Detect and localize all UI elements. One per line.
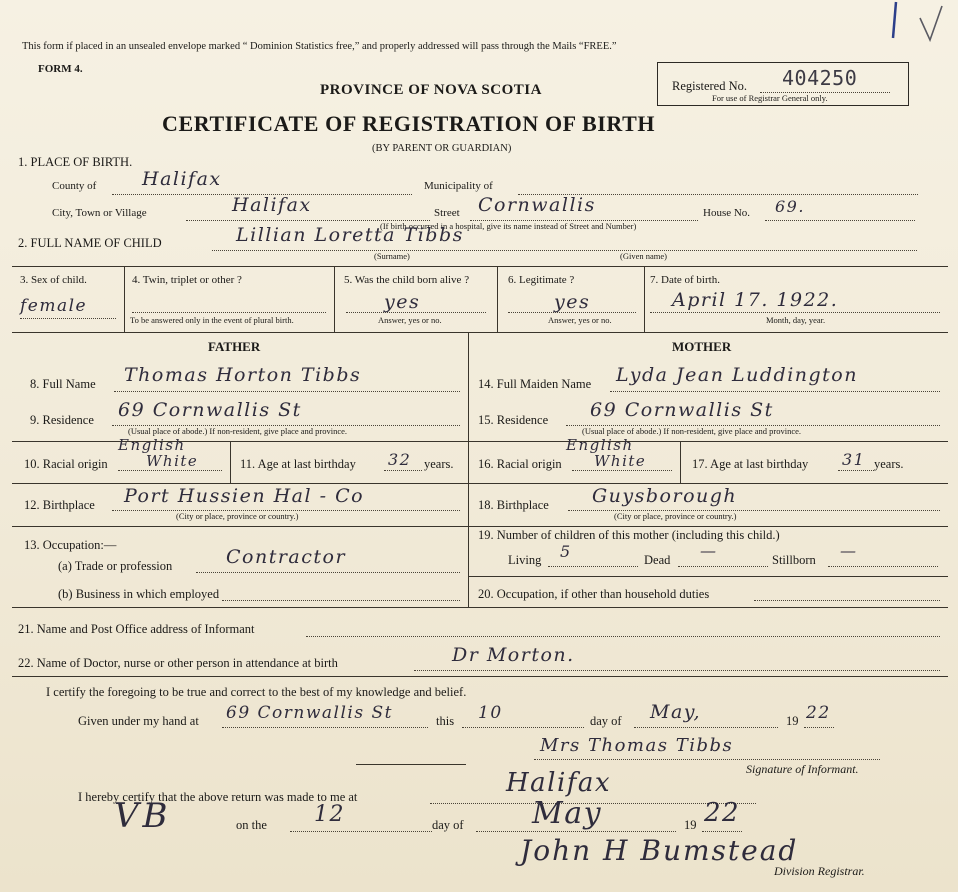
registrar-day-of-label: day of: [432, 818, 464, 832]
surname-note: (Surname): [374, 251, 410, 261]
stillborn-label: Stillborn: [772, 553, 816, 567]
father-occupation-label: 13. Occupation:—: [24, 538, 117, 552]
on-the-label: on the: [236, 818, 267, 832]
mother-race-label: 16. Racial origin: [478, 457, 562, 471]
house-label: House No.: [703, 207, 751, 219]
dead-value: —: [700, 541, 718, 560]
alive-label: 5. Was the child born alive ?: [344, 274, 470, 286]
mother-race-value: White: [594, 452, 647, 470]
informant-year-prefix: 19: [786, 714, 799, 728]
mother-age-label: 17. Age at last birthday: [692, 457, 809, 471]
father-name-value: Thomas Horton Tibbs: [124, 364, 362, 386]
registrar-year-value: 22: [704, 798, 741, 828]
child-name-label: 2. FULL NAME OF CHILD: [18, 236, 162, 250]
dob-label: 7. Date of birth.: [650, 274, 720, 286]
city-label: City, Town or Village: [52, 207, 147, 219]
mother-years: years.: [874, 457, 904, 471]
doctor-value: Dr Morton.: [452, 644, 575, 666]
informant-month-value: May,: [650, 701, 702, 723]
informant-day-value: 10: [478, 703, 503, 723]
informant-year-value: 22: [806, 703, 831, 723]
living-label: Living: [508, 553, 542, 567]
mother-residence-label: 15. Residence: [478, 413, 549, 427]
alive-value: yes: [384, 291, 421, 313]
registrar-certify-text: I hereby certify that the above return was made to me at: [78, 790, 358, 804]
given-label: Given under my hand at: [78, 714, 199, 728]
mother-residence-note: (Usual place of abode.) If non-resident, give place and province.: [582, 426, 802, 436]
father-race-value: White: [146, 452, 199, 470]
father-residence-value: 69 Cornwallis St: [118, 399, 302, 421]
father-years: years.: [424, 457, 454, 471]
place-of-birth-label: 1. PLACE OF BIRTH.: [18, 155, 133, 169]
father-heading: FATHER: [208, 339, 261, 354]
street-value: Cornwallis: [478, 194, 596, 216]
mother-race-value2: English: [566, 436, 634, 454]
father-trade-value: Contractor: [226, 546, 347, 568]
street-label: Street: [434, 207, 460, 219]
mother-name-label: 14. Full Maiden Name: [478, 377, 592, 391]
dead-label: Dead: [644, 553, 671, 567]
father-name-label: 8. Full Name: [30, 377, 96, 391]
mother-birthplace-value: Guysborough: [592, 485, 738, 507]
informant-signature: Mrs Thomas Tibbs: [540, 735, 734, 756]
father-residence-note: (Usual place of abode.) If non-resident, give place and province.: [128, 426, 348, 436]
dob-note: Month, day, year.: [766, 315, 826, 325]
mother-birthplace-label: 18. Birthplace: [478, 498, 549, 512]
mother-birthplace-note: (City or place, province or country.): [614, 511, 737, 521]
informant-signature-label: Signature of Informant.: [746, 762, 859, 776]
father-business-label: (b) Business in which employed: [58, 587, 220, 601]
father-race-value2: English: [118, 436, 186, 454]
father-race-label: 10. Racial origin: [24, 457, 108, 471]
pen-mark-icon: [880, 0, 950, 50]
child-name-value: Lillian Loretta Tibbs: [236, 224, 464, 246]
father-birthplace-label: 12. Birthplace: [24, 498, 95, 512]
registrar-year-prefix: 19: [684, 818, 697, 832]
twin-label: 4. Twin, triplet or other ?: [132, 274, 242, 286]
father-birthplace-note: (City or place, province or country.): [176, 511, 299, 521]
sex-label: 3. Sex of child.: [20, 274, 87, 286]
hospital-note: (If birth occurred in a hospital, give its name instead of Street and Number): [380, 221, 637, 231]
living-value: 5: [560, 542, 572, 561]
legitimate-label: 6. Legitimate ?: [508, 274, 575, 286]
father-age-value: 32: [388, 450, 412, 469]
father-birthplace-value: Port Hussien Hal - Co: [124, 485, 365, 507]
informant-day-of-label: day of: [590, 714, 622, 728]
doctor-label: 22. Name of Doctor, nurse or other person in attendance at birth: [18, 656, 338, 670]
page-title: CERTIFICATE OF REGISTRATION OF BIRTH: [162, 111, 656, 136]
informant-label: 21. Name and Post Office address of Informant: [18, 622, 255, 636]
twin-note: To be answered only in the event of plural birth.: [130, 315, 294, 325]
stillborn-value: —: [840, 541, 858, 560]
registrar-place-value: Halifax: [506, 768, 612, 798]
father-trade-label: (a) Trade or profession: [58, 559, 173, 573]
registrar-initials: VB: [114, 796, 172, 836]
county-label: County of: [52, 180, 97, 192]
registrar-month-value: May: [532, 796, 603, 831]
informant-certify-text: I certify the foregoing to be true and correct to the best of my knowledge and belief.: [46, 685, 467, 699]
house-value: 69.: [775, 197, 805, 216]
legitimate-value: yes: [554, 291, 591, 313]
given-place-value: 69 Cornwallis St: [226, 703, 393, 723]
father-residence-label: 9. Residence: [30, 413, 94, 427]
registered-label: Registered No.: [672, 79, 747, 93]
this-label: this: [436, 714, 455, 728]
mail-notice: This form if placed in an unsealed envelope marked “ Dominion Statistics free,” and properly addressed will pass through the Mails “FREE.”: [22, 41, 617, 52]
given-name-note: (Given name): [620, 251, 667, 261]
dob-value: April 17. 1922.: [672, 289, 839, 311]
registrar-note: For use of Registrar General only.: [712, 93, 828, 103]
form-number: FORM 4.: [38, 63, 83, 75]
registrar-day-value: 12: [314, 802, 345, 827]
sex-value: female: [20, 296, 88, 316]
father-age-label: 11. Age at last birthday: [240, 457, 356, 471]
mother-children-label: 19. Number of children of this mother (including this child.): [478, 528, 780, 542]
mother-heading: MOTHER: [672, 339, 732, 354]
registrar-signature-label: Division Registrar.: [774, 864, 865, 878]
alive-note: Answer, yes or no.: [378, 315, 442, 325]
mother-name-value: Lyda Jean Luddington: [616, 364, 858, 386]
city-value: Halifax: [232, 194, 312, 216]
county-value: Halifax: [142, 168, 222, 190]
mother-age-value: 31: [842, 450, 866, 469]
municipality-label: Municipality of: [424, 180, 493, 192]
province-heading: PROVINCE OF NOVA SCOTIA: [320, 82, 542, 98]
mother-residence-value: 69 Cornwallis St: [590, 399, 774, 421]
legitimate-note: Answer, yes or no.: [548, 315, 612, 325]
mother-occupation-label: 20. Occupation, if other than household duties: [478, 587, 710, 601]
registrar-signature: John H Bumstead: [520, 834, 799, 867]
page-subtitle: (BY PARENT OR GUARDIAN): [372, 143, 512, 154]
registered-number: 404250: [782, 66, 858, 90]
